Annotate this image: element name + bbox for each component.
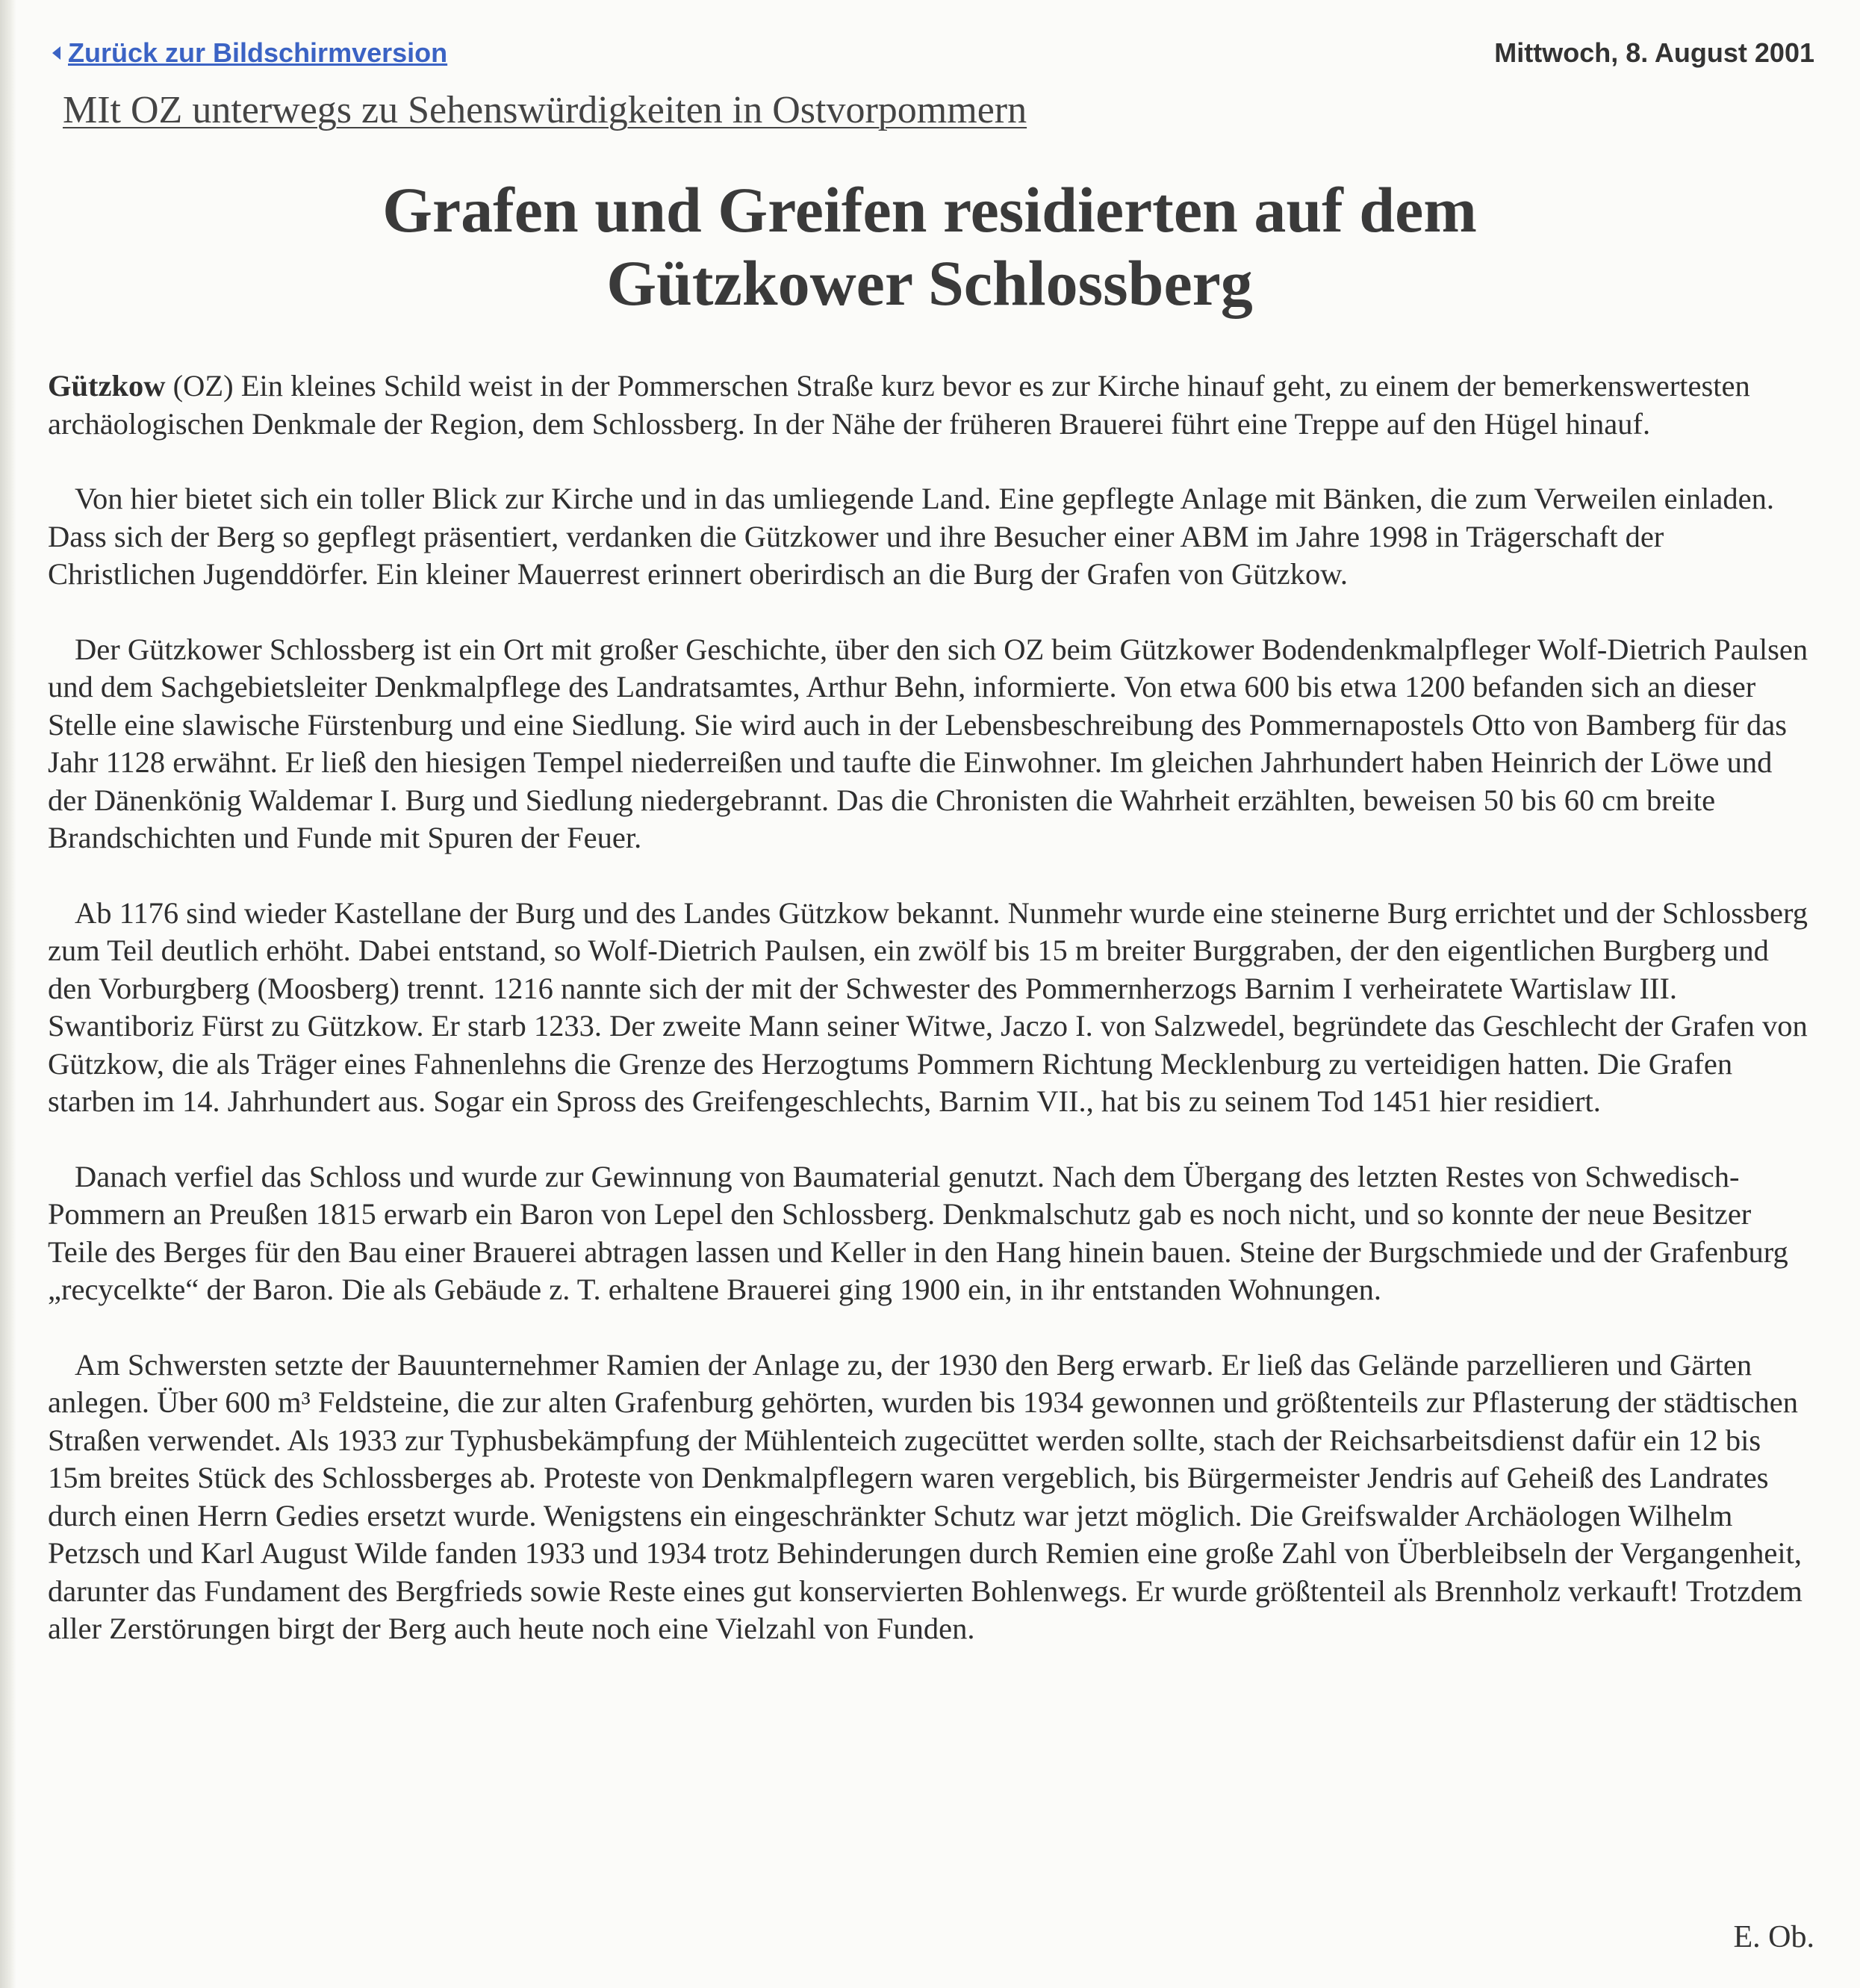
publication-date: Mittwoch, 8. August 2001 <box>1494 37 1814 68</box>
author-signature: E. Ob. <box>1733 1920 1814 1954</box>
article-body <box>48 367 1810 1686</box>
back-to-screen-version-link[interactable] <box>52 37 447 69</box>
article-headline <box>45 173 1814 320</box>
paragraph-1-text: (OZ) Ein kleines Schild weist in der Pommerschen Straße kurz bevor es zur Kirche hinauf geht, zu einem der bemerkenswertesten archäologischen Denkmale der Region, dem Schlossberg. In der Nähe der früheren Brauerei führt eine Treppe auf den Hügel hinauf. <box>48 369 1750 441</box>
headline-line-1: Grafen und Greifen residierten auf dem <box>382 174 1477 246</box>
article-page <box>45 30 1814 1972</box>
paragraph-4: Ab 1176 sind wieder Kastellane der Burg und des Landes Gützkow bekannt. Nunmehr wurde eine steinerne Burg errichtet und der Schlossberg zum Teil deutlich erhöht. Dabei entstand, so Wolf-Dietrich Paulsen, ein zwölf bis 15 m breiter Burggraben, der den eigentlichen Burgberg und den Vorburgberg (Moosberg) trennt. 1216 nannte sich der mit der Schwester des Pommernherzogs Barnim I verheiratete Wartislaw III. Swantiboriz Fürst zu Gützkow. Er starb 1233. Der zweite Mann seiner Witwe, Jaczo I. von Salzwedel, begründete das Geschlecht der Grafen von Gützkow, die als Träger eines Fahnenlehns die Grenze des Herzogtums Pommern Richtung Mecklenburg zu verteidigen hatten. Die Grafen starben im 14. Jahrhundert aus. Sogar ein Spross des Greifengeschlechts, Barnim VII., hat bis zu seinem Tod 1451 hier residiert. <box>48 895 1808 1118</box>
headline-line-2: Gützkower Schlossberg <box>606 247 1253 319</box>
paragraph-5: Danach verfiel das Schloss und wurde zur Gewinnung von Baumaterial genutzt. Nach dem Übergang des letzten Restes von Schwedisch-Pommern an Preußen 1815 erwarb ein Baron von Lepel den Schlossberg. Denkmalschutz gab es noch nicht, und so konnte der neue Besitzer Teile des Berges für den Bau einer Brauerei abtragen lassen und Keller in den Hang hinein bauen. Steine der Burgschmiede und der Grafenburg „recycelkte“ der Baron. Die als Gebäude z. T. erhaltene Brauerei ging 1900 ein, in ihr entstanden Wohnungen. <box>48 1159 1788 1306</box>
paragraph-6: Am Schwersten setzte der Bauunternehmer Ramien der Anlage zu, der 1930 den Berg erwarb. Er ließ das Gelände parzellieren und Gärten anlegen. Über 600 m³ Feldsteine, die zur alten Grafenburg gehörten, wurden bis 1934 gewonnen und größtenteils zur Pflasterung der städtischen Straßen verwendet. Als 1933 zur Typhusbekämpfung der Mühlenteich zugecüttet werden sollte, stach der Reichsarbeitsdienst dafür ein 12 bis 15m breites Stück des Schlossberges ab. Proteste von Denkmalpflegern waren vergeblich, bis Bürgermeister Jendris auf Geheiß des Landrates durch einen Herrn Gedies ersetzt wurde. Wenigstens ein eingeschränkter Schutz war jetzt möglich. Die Greifswalder Archäologen Wilhelm Petzsch und Karl August Wilde fanden 1933 und 1934 trotz Behinderungen durch Remien eine große Zahl von Überbleibseln der Vergangenheit, darunter das Fundament des Bergfrieds sowie Reste eines gut konservierten Bohlenwegs. Er wurde größtenteil als Brennholz verkauft! Trotzdem aller Zerstörungen birgt der Berg auch heute noch eine Vielzahl von Funden. <box>48 1347 1803 1645</box>
back-arrow-icon <box>52 46 60 60</box>
scan-edge-shadow <box>0 0 16 1988</box>
paragraph-1 <box>48 367 1810 443</box>
paragraph-3: Der Gützkower Schlossberg ist ein Ort mit großer Geschichte, über den sich OZ beim Gützkower Bodendenkmalpfleger Wolf-Dietrich Paulsen und dem Sachgebietsleiter Denkmalpflege des Landratsamtes, Arthur Behn, informierte. Von etwa 600 bis etwa 1200 befanden sich an dieser Stelle eine slawische Fürstenburg und eine Siedlung. Sie wird auch in der Lebensbeschreibung des Pommernapostels Otto von Bamberg für das Jahr 1128 erwähnt. Er ließ den hiesigen Tempel niederreißen und taufte die Einwohner. Im gleichen Jahrhundert haben Heinrich der Löwe und der Dänenkönig Waldemar I. Burg und Siedlung niedergebrannt. Das die Chronisten die Wahrheit erzählten, beweisen 50 bis 60 cm breite Brandschichten und Funde mit Spuren der Feuer. <box>48 632 1808 854</box>
paragraph-2: Von hier bietet sich ein toller Blick zur Kirche und in das umliegende Land. Eine gepflegte Anlage mit Bänken, die zum Verweilen einladen. Dass sich der Berg so gepflegt präsentiert, verdanken die Gützkower und ihre Besucher einer ABM im Jahre 1998 in Trägerschaft der Christlichen Jugenddörfer. Ein kleiner Mauerrest erinnert oberirdisch an die Burg der Grafen von Gützkow. <box>48 482 1774 591</box>
article-kicker: MIt OZ unterwegs zu Sehenswürdigkeiten in Ostvorpommern <box>63 89 1027 131</box>
back-link-label: Zurück zur Bildschirmversion <box>68 37 448 68</box>
dateline: Gützkow <box>48 369 166 403</box>
